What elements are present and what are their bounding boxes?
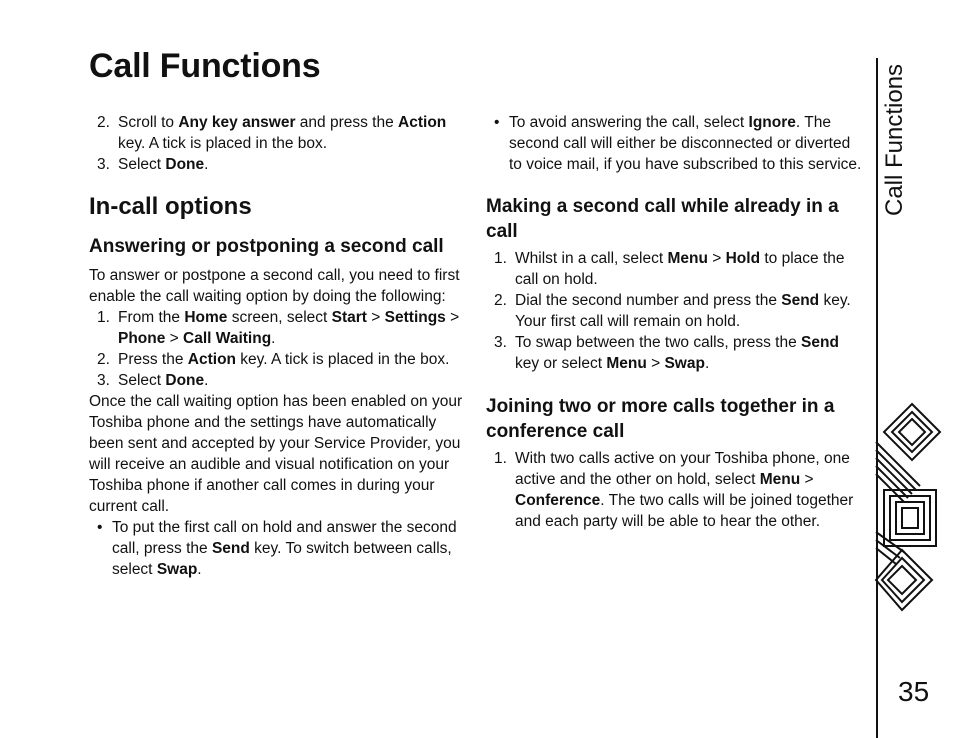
bullet-icon: • — [97, 519, 103, 536]
text: . — [271, 330, 276, 347]
text: To avoid answering the call, select — [509, 114, 749, 131]
side-divider-rule — [876, 58, 878, 738]
text: key. A tick is placed in the box. — [118, 135, 328, 152]
bold-text: Send — [211, 540, 250, 557]
list-item — [89, 112, 471, 154]
page-title: Call Functions — [89, 47, 321, 85]
list-item — [486, 248, 862, 290]
bold-text: Ignore — [748, 114, 796, 131]
left-column — [89, 112, 471, 580]
list-item — [89, 349, 471, 370]
bold-text: Action — [398, 114, 447, 131]
square-shape — [884, 490, 936, 546]
list-number: 2. — [97, 114, 110, 131]
bold-text: Hold — [725, 250, 761, 267]
call-waiting-paragraph: Once the call waiting option has been enabled on your Toshiba phone and the settings have automatically been sent and accepted by your Service Provider, you will receive an audible and visual notification on your Toshiba phone if another call comes in during your current call. — [89, 393, 463, 515]
bold-text: Send — [781, 292, 820, 309]
bold-text: Menu — [667, 250, 708, 267]
page-number: 35 — [898, 676, 930, 707]
bold-text: Start — [331, 309, 367, 326]
decorative-diamond-pattern-icon — [874, 402, 946, 618]
text: to place the call on hold. — [515, 250, 845, 288]
list-number: 3. — [494, 334, 507, 351]
list-item — [486, 290, 862, 332]
list-number: 1. — [494, 250, 507, 267]
text: To put the first call on hold and answer the second call, press the — [112, 519, 457, 557]
text: and press the — [295, 114, 399, 131]
stripe-line — [876, 458, 912, 494]
text: . — [204, 156, 209, 173]
text: . — [704, 355, 710, 372]
subsection-heading-conference: Joining two or more calls together in a conference call — [486, 396, 835, 442]
text: > — [366, 309, 385, 326]
text: . The second call will either be disconnected or diverted to voice mail, if you have subscribed to this service. — [509, 114, 862, 173]
bold-text: Done — [165, 372, 205, 389]
list-number: 2. — [494, 292, 507, 309]
list-number: 1. — [494, 450, 507, 467]
settings-steps-list — [89, 112, 471, 175]
text: > — [646, 355, 665, 372]
text: Press the — [118, 351, 188, 368]
text: . — [197, 561, 202, 578]
text: screen, select — [227, 309, 332, 326]
text: Select — [118, 372, 166, 389]
diamond-shape — [899, 419, 925, 445]
call-waiting-steps-list — [89, 307, 471, 391]
bold-text: Home — [184, 309, 228, 326]
text: With two calls active on your Toshiba phone, one active and the other on hold, select — [515, 450, 850, 488]
bold-text: Call Waiting — [183, 330, 272, 347]
second-call-steps-list — [486, 248, 862, 374]
list-number: 1. — [97, 309, 110, 326]
list-item — [89, 517, 471, 580]
text: Dial the second number and press the — [515, 292, 782, 309]
text: . The two calls will be joined together and each party will be able to hear the other. — [515, 492, 854, 530]
list-item — [486, 332, 862, 374]
list-item — [89, 307, 471, 349]
text: . — [204, 372, 209, 389]
bold-text: Conference — [515, 492, 601, 509]
text: key. To switch between calls, select — [112, 540, 452, 578]
bold-text: Settings — [384, 309, 446, 326]
subsection-heading-second-call: Making a second call while already in a call — [486, 196, 839, 242]
list-number: 2. — [97, 351, 110, 368]
bullet-list — [89, 517, 471, 580]
list-number: 3. — [97, 372, 110, 389]
text: To swap between the two calls, press the — [515, 334, 802, 351]
text: > — [707, 250, 726, 267]
text: key. Your first call will remain on hold. — [515, 292, 851, 330]
list-item — [89, 370, 471, 391]
text: Select — [118, 156, 166, 173]
side-title-text: Call Functions — [881, 63, 908, 216]
intro-paragraph: To answer or postpone a second call, you need to first enable the call waiting option by doing the following: — [89, 267, 460, 305]
bold-text: Send — [801, 334, 839, 351]
bullet-icon: • — [494, 114, 500, 131]
text: From the — [118, 309, 185, 326]
stripe-line — [876, 450, 916, 490]
list-number: 3. — [97, 156, 110, 173]
bold-text: Phone — [118, 330, 166, 347]
text: key. A tick is placed in the box. — [236, 351, 450, 368]
bold-text: Any key answer — [178, 114, 296, 131]
text: > — [800, 471, 814, 488]
square-shape — [896, 502, 924, 534]
section-heading-in-call-options: In-call options — [89, 193, 252, 220]
text: > — [445, 309, 460, 326]
bold-text: Swap — [156, 561, 198, 578]
text: Whilst in a call, select — [515, 250, 668, 267]
list-item — [486, 112, 862, 175]
square-shape — [902, 508, 918, 528]
subsection-heading-answering: Answering or postponing a second call — [89, 236, 444, 257]
bold-text: Swap — [664, 355, 705, 372]
text: Scroll to — [118, 114, 179, 131]
stripe-line — [876, 466, 908, 498]
text: key or select — [515, 355, 607, 372]
list-item — [89, 154, 471, 175]
bold-text: Menu — [606, 355, 647, 372]
right-column — [486, 112, 862, 532]
text: > — [165, 330, 184, 347]
list-item — [486, 448, 862, 532]
conference-steps-list — [486, 448, 862, 532]
bold-text: Done — [165, 156, 205, 173]
bullet-list — [486, 112, 862, 175]
bold-text: Action — [187, 351, 236, 368]
bold-text: Menu — [759, 471, 801, 488]
